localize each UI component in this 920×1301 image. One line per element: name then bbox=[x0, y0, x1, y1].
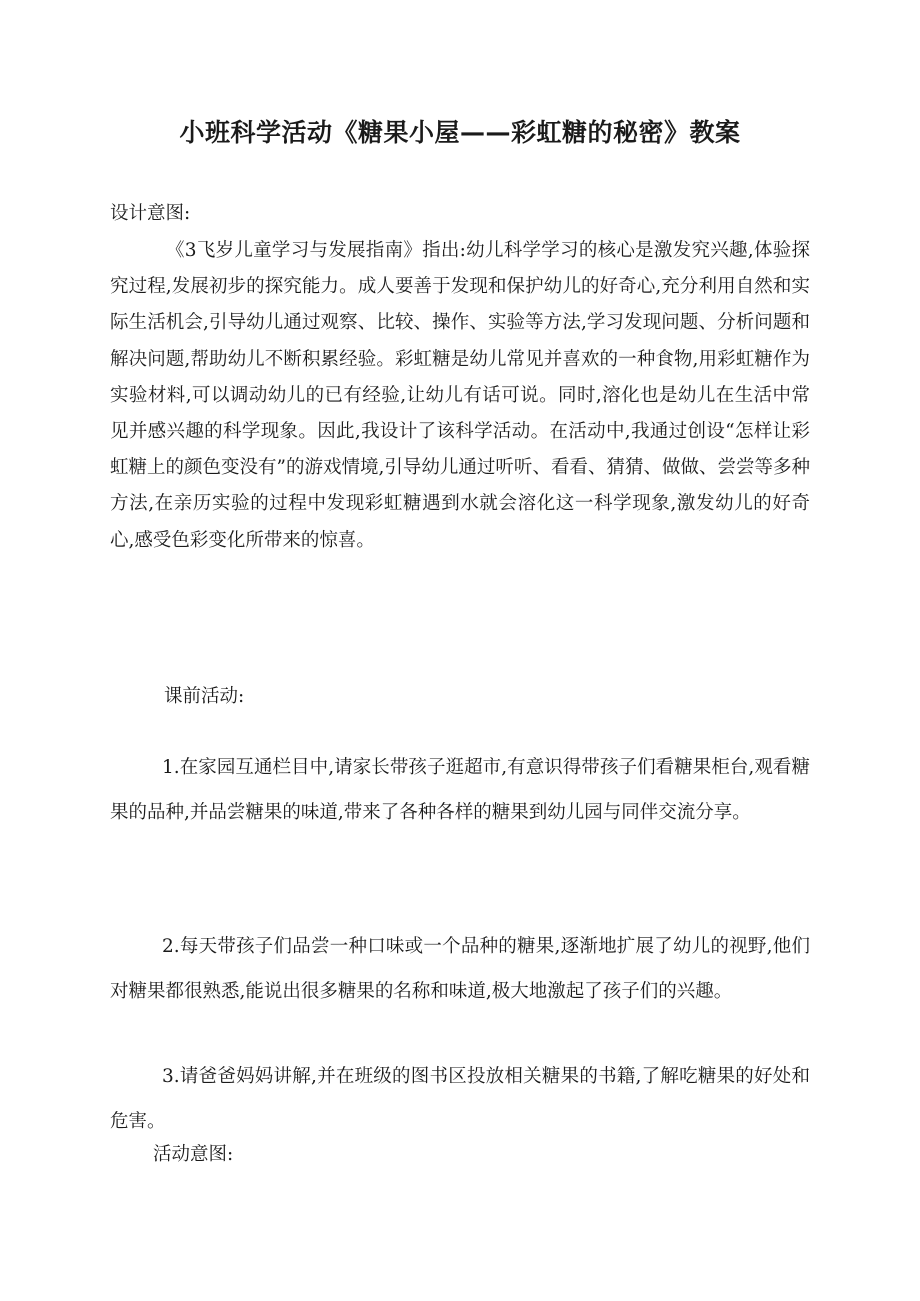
activity-intent-heading: 活动意图: bbox=[153, 1144, 234, 1165]
design-intent-paragraph: 《3飞岁儿童学习与发展指南》指出:幼儿科学学习的核心是激发究兴趣,体验探究过程,发展初步的探究能力。成人要善于发现和保护幼儿的好奇心,充分利用自然和实际生活机会,引导幼儿通过观察、比较、操作、实验等方法,学习发现问题、分析问题和解决问题,帮助幼儿不断积累经验。彩虹糖是幼儿常见并喜欢的一种食物,用彩虹糖作为实验材料,可以调动幼儿的已有经验,让幼儿有话可说。同时,溶化也是幼儿在生活中常见并感兴趣的科学现象。因此,我设计了该科学活动。在活动中,我通过创设“怎样让彩虹糖上的颜色变没有”的游戏情境,引导幼儿通过听听、看看、猜猜、做做、尝尝等多种方法,在亲历实验的过程中发现彩虹糖遇到水就会溶化这一科学现象,激发幼儿的好奇心,感受色彩变化所带来的惊喜。 bbox=[110, 240, 810, 551]
pre-class-item-2: 2.每天带孩子们品尝一种口味或一个品种的糖果,逐渐地扩展了幼儿的视野,他们对糖果都很熟悉,能说出很多糖果的名称和味道,极大地激起了孩子们的兴趣。 bbox=[110, 936, 810, 1002]
design-intent-heading: 设计意图: bbox=[110, 203, 191, 224]
pre-class-heading: 课前活动: bbox=[164, 686, 245, 707]
document-title: 小班科学活动《糖果小屋——彩虹糖的秘密》教案 bbox=[179, 118, 741, 147]
pre-class-item-3: 3.请爸爸妈妈讲解,并在班级的图书区投放相关糖果的书籍,了解吃糖果的好处和危害。 bbox=[110, 1066, 810, 1132]
pre-class-item-1: 1.在家园互通栏目中,请家长带孩子逛超市,有意识得带孩子们看糖果柜台,观看糖果的品种,并品尝糖果的味道,带来了各种各样的糖果到幼儿园与同伴交流分享。 bbox=[110, 757, 810, 823]
